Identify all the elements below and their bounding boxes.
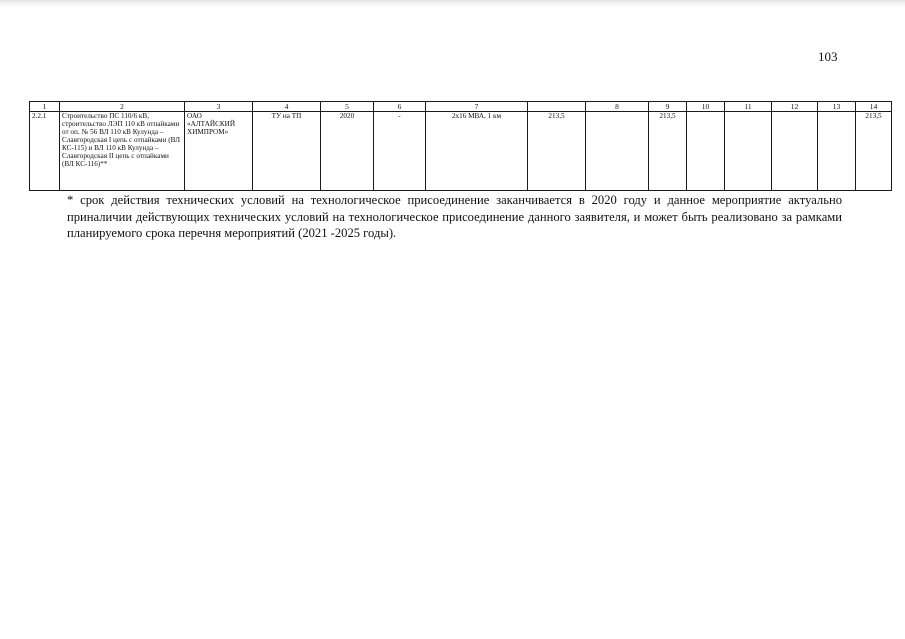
scan-edge-shadow (0, 0, 905, 10)
cell-capacity: 2х16 МВА, 1 км (426, 112, 528, 191)
cell-col11 (725, 112, 772, 191)
column-number-5: 5 (321, 102, 374, 112)
cell-col12 (772, 112, 818, 191)
cell-col14: 213,5 (856, 112, 892, 191)
column-number-11: 11 (725, 102, 772, 112)
column-number-14: 14 (856, 102, 892, 112)
cell-col10 (687, 112, 725, 191)
column-number-10: 10 (687, 102, 725, 112)
measures-table (29, 101, 892, 191)
cell-basis: ТУ на ТП (253, 112, 321, 191)
column-number-6: 6 (374, 102, 426, 112)
cell-code: 2.2.1 (30, 112, 60, 191)
column-number-2: 2 (60, 102, 185, 112)
table-header-row (30, 102, 892, 112)
table-row (30, 112, 892, 191)
column-number-4: 4 (253, 102, 321, 112)
cell-col9: 213,5 (649, 112, 687, 191)
cell-col6: - (374, 112, 426, 191)
column-number-8: 8 (586, 102, 649, 112)
cell-col13 (818, 112, 856, 191)
column-number-12: 12 (772, 102, 818, 112)
footnote-text: * срок действия технических условий на технологическое присоединение заканчивается в 2020 году и данное мероприятие актуально приналичии действующих технических условий на технологическое присоединение данного заявителя, и может быть реализовано за рамками планируемого срока перечня мероприятий (2021 -2025 годы). (67, 193, 842, 240)
cell-year: 2020 (321, 112, 374, 191)
cell-organization: ОАО «АЛТАЙСКИЙ ХИМПРОМ» (185, 112, 253, 191)
column-number-1: 1 (30, 102, 60, 112)
cell-description: Строительство ПС 110/6 кВ, строительство ЛЭП 110 кВ отпайками от оп. № 56 ВЛ 110 кВ Кулунда – Славгородская I цепь с отпайками (ВЛ КС-115) и ВЛ 110 кВ Кулунда – Славгородская II цепь с отпайками (ВЛ КС-116)** (60, 112, 185, 191)
cell-col8 (586, 112, 649, 191)
column-number-unnumbered (528, 102, 586, 112)
cell-unnumbered: 213,5 (528, 112, 586, 191)
column-number-9: 9 (649, 102, 687, 112)
column-number-7: 7 (426, 102, 528, 112)
column-number-13: 13 (818, 102, 856, 112)
column-number-3: 3 (185, 102, 253, 112)
page-number: 103 (818, 49, 838, 64)
